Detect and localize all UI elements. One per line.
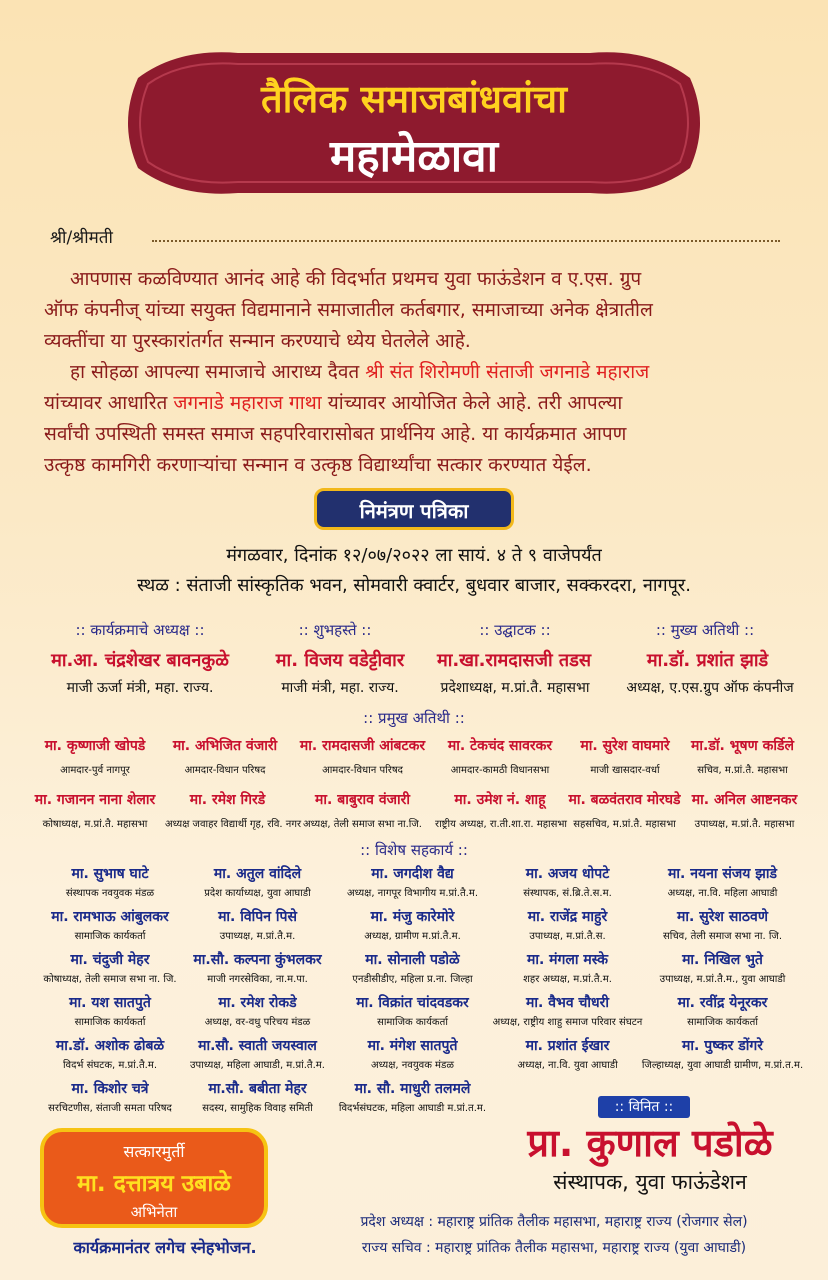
vishesh-desc: अध्यक्ष, ना.वि. महिला आघाडी xyxy=(667,888,778,899)
vishesh-name: मा. विपिन पिसे xyxy=(218,909,297,925)
vishesh-desc: सचिव, तेली समाज सभा ना. जि. xyxy=(662,931,783,942)
pramukh-name: मा. बळवंतराव मोरघडे xyxy=(568,792,681,808)
para2-line-1 xyxy=(44,357,792,388)
vishesh-desc: सामाजिक कार्यकर्ता xyxy=(687,1017,758,1028)
pramukh-desc: कोषाध्यक्ष, म.प्रां.तै. महासभा xyxy=(42,819,148,830)
vishesh-name: मा. सौ. माधुरी तलमले xyxy=(354,1081,471,1097)
vishesh-name: मा. रमेश रोकडे xyxy=(218,995,297,1011)
vishesh-desc: सामाजिक कार्यकर्ता xyxy=(74,1017,146,1028)
salutation: श्री/श्रीमती xyxy=(50,228,113,248)
vishesh-desc: शहर अध्यक्ष, म.प्रां.तै.म. xyxy=(523,974,612,985)
pramukh-desc: आमदार-विधान परिषद xyxy=(184,765,266,776)
chief-name: मा. विजय वडेट्टीवार xyxy=(275,650,405,671)
pramukh-name: मा. रमेश गिरडे xyxy=(189,792,266,808)
vishesh-name: मा. विक्रांत चांदवडकर xyxy=(356,995,469,1011)
vishesh-desc: संस्थापक, सं.ब्रि.ते.स.म. xyxy=(523,888,612,899)
gatha-name: जगनाडे महाराज गाथा xyxy=(173,392,322,414)
pramukh-desc: आमदार-विधान परिषद xyxy=(322,765,403,776)
pramukh-desc: उपाध्यक्ष, म.प्रां.तै. महासभा xyxy=(694,819,795,830)
vishesh-desc: अध्यक्ष, वर-वधु परिचय मंडळ xyxy=(204,1017,311,1028)
vishesh-desc: विदर्भ संघटक, म.प्रां.तै.म. xyxy=(62,1060,158,1071)
vishesh-name: मा. सोनाली पडोळे xyxy=(365,952,460,968)
vishesh-desc: उपाध्यक्ष, म.प्रां.तै.म., युवा आघाडी xyxy=(659,974,786,985)
para2-line-2 xyxy=(44,388,792,419)
vishesh-desc: अध्यक्ष, ग्रामीण म.प्रां.तै.म. xyxy=(364,931,461,942)
sant-name: श्री संत शिरोमणी संताजी जगनाडे महाराज xyxy=(365,361,650,383)
para2-line-4: उत्कृष्ठ कामगिरी करणाऱ्यांचा सन्मान व उत्कृष्ठ विद्यार्थ्यांचा सत्कार करण्यात येईल. xyxy=(44,454,592,476)
vishesh-name: मा. अजय धोपटे xyxy=(525,866,610,882)
vishesh-name: मा. सुरेश साठवणे xyxy=(677,909,768,925)
vishesh-name: मा. चंदुजी मेहर xyxy=(70,952,150,968)
pramukh-name: मा. सुरेश वाघमारे xyxy=(580,738,670,754)
para1-line-1: आपणास कळविण्यात आनंद आहे की विदर्भात प्रथमच युवा फाऊंडेशन व ए.एस. ग्रुप xyxy=(70,268,642,290)
vishesh-desc: अध्यक्ष, नागपूर विभागीय म.प्रां.तै.म. xyxy=(346,888,479,899)
pramukh-desc: राष्ट्रीय अध्यक्ष, रा.ती.शा.रा. महासभा xyxy=(435,819,568,830)
event-venue: स्थळ : संताजी सांस्कृतिक भवन, सोमवारी क्वार्टर, बुधवार बाजार, सक्करदरा, नागपूर. xyxy=(137,575,691,596)
pramukh-name: मा. कृष्णाजी खोपडे xyxy=(44,738,146,754)
pramukh-heading: :: प्रमुख अतिथी :: xyxy=(363,709,465,727)
para2-text: यांच्यावर आयोजित केले आहे. तरी आपल्या xyxy=(321,392,623,414)
vishesh-name: मा. मंगेश सातपुते xyxy=(367,1038,458,1054)
vishesh-desc: एनडीसीडीए, महिला प्र.ना. जिल्हा xyxy=(352,974,473,985)
pramukh-desc: अध्यक्ष जवाहर विद्यार्थी गृह, रवि. नगर xyxy=(165,819,302,830)
chief-role: :: उद्घाटक :: xyxy=(479,621,551,639)
vishesh-desc: सरचिटणीस, संताजी समता परिषद xyxy=(48,1103,172,1114)
pramukh-name: मा. टेकचंद सावरकर xyxy=(447,738,553,754)
pramukh-desc: आमदार-कामठी विधानसभा xyxy=(450,765,550,776)
vishesh-desc: विदर्भसंघटक, महिला आघाडी म.प्रां.त.म. xyxy=(338,1103,487,1114)
vishesh-desc: उपाध्यक्ष, म.प्रां.तै.स. xyxy=(529,931,606,942)
pramukh-desc: आमदार-पुर्व नागपूर xyxy=(60,765,130,776)
vishesh-name: मा. मंजु कारेमोरे xyxy=(370,909,455,925)
title-line-1: तैलिक समाजबांधवांचा xyxy=(261,77,567,121)
chief-desc: प्रदेशाध्यक्ष, म.प्रां.तै. महासभा xyxy=(440,680,590,696)
snehbhojan-note: कार्यक्रमानंतर लगेच स्नेहभोजन. xyxy=(73,1238,257,1257)
host-name: प्रा. कुणाल पडोळे xyxy=(527,1121,773,1165)
header-banner xyxy=(118,48,710,198)
pramukh-name: मा.डॉ. भूषण कर्डिले xyxy=(691,738,794,754)
para2-text: यांच्यावर आधारित xyxy=(44,392,174,414)
vishesh-desc: प्रदेश कार्याध्यक्ष, युवा आघाडी xyxy=(204,888,311,899)
host-title: संस्थापक, युवा फाऊंडेशन xyxy=(553,1170,747,1194)
vishesh-name: मा. मंगला मस्के xyxy=(526,952,608,968)
chief-name: मा.आ. चंद्रशेखर बावनकुळे xyxy=(51,650,229,671)
vishesh-desc: उपाध्यक्ष, महिला आघाडी, म.प्रां.तै.म. xyxy=(190,1060,325,1071)
vishesh-desc: संस्थापक नवयुवक मंडळ xyxy=(65,888,155,899)
vinit-badge: :: विनित :: xyxy=(598,1096,690,1118)
vishesh-name: मा. राजेंद्र माहुरे xyxy=(527,909,608,925)
invitation-badge: निमंत्रण पत्रिका xyxy=(314,488,514,530)
vishesh-name: मा. नयना संजय झाडे xyxy=(668,866,777,882)
vishesh-name: मा.डॉ. अशोक ढोबळे xyxy=(55,1038,165,1054)
chief-role: :: मुख्य अतिथी :: xyxy=(655,621,755,639)
vishesh-desc: अध्यक्ष, ना.वि. युवा आघाडी xyxy=(517,1060,618,1071)
pramukh-desc: माजी खासदार-वर्धा xyxy=(590,765,660,776)
pramukh-name: मा. गजानन नाना शेलार xyxy=(34,792,156,808)
pramukh-name: मा. अभिजित वंजारी xyxy=(172,738,278,754)
vishesh-desc: माजी नगरसेविका, ना.म.पा. xyxy=(207,974,308,985)
vishesh-name: मा. प्रशांत ईखार xyxy=(525,1038,610,1054)
para2-line-3: सर्वांची उपस्थिती समस्त समाज सहपरिवारासोबत प्रार्थनिय आहे. या कार्यक्रमात आपण xyxy=(44,423,627,445)
host-line-1: प्रदेश अध्यक्ष : महाराष्ट्र प्रांतिक तैलीक महासभा, महाराष्ट्र राज्य (रोजगार सेल) xyxy=(360,1214,748,1230)
vishesh-desc: अध्यक्ष, राष्ट्रीय शाहु समाज परिवार संघटन xyxy=(492,1017,643,1028)
satkarmurti-box xyxy=(40,1128,268,1228)
vishesh-desc: सामाजिक कार्यकर्ता xyxy=(74,931,146,942)
vishesh-name: मा. पुष्कर डोंगरे xyxy=(682,1038,763,1054)
pramukh-desc: सचिव, म.प्रां.तै. महासभा xyxy=(697,765,788,776)
satkarmurti-name: मा. दत्तात्रय उबाळे xyxy=(77,1171,231,1197)
para2-text: हा सोहळा आपल्या समाजाचे आराध्य दैवत xyxy=(70,361,366,383)
para1-line-2: ऑफ कंपनीज् यांच्या सयुक्त विद्यमानाने समाजातील कर्तबगार, समाजाच्या अनेक क्षेत्रातील xyxy=(44,299,653,321)
vishesh-name: मा. वैभव चौधरी xyxy=(526,995,609,1011)
host-line-2: राज्य सचिव : महाराष्ट्र प्रांतिक तैलीक महासभा, महाराष्ट्र राज्य (युवा आघाडी) xyxy=(361,1240,747,1256)
vishesh-desc: उपाध्यक्ष, म.प्रां.तै.म. xyxy=(219,931,296,942)
pramukh-desc: सहसचिव, म.प्रां.तै. महासभा xyxy=(573,819,676,830)
chief-name: मा.डॉ. प्रशांत झाडे xyxy=(646,650,769,671)
vishesh-desc: अध्यक्ष, नवयुवक मंडळ xyxy=(371,1060,454,1071)
vishesh-name: मा.सौ. बबीता मेहर xyxy=(208,1081,307,1097)
chief-name: मा.खा.रामदासजी तडस xyxy=(436,650,591,671)
chief-desc: अध्यक्ष, ए.एस.ग्रुप ऑफ कंपनीज xyxy=(626,680,794,696)
paragraph-2 xyxy=(44,357,792,481)
vishesh-name: मा. सुभाष घाटे xyxy=(71,866,149,882)
title-line-2: महामेळावा xyxy=(329,131,499,182)
vishesh-name: मा.सौ. स्वाती जयस्वाल xyxy=(198,1038,317,1054)
vishesh-name: मा. किशोर चत्रे xyxy=(71,1081,149,1097)
vishesh-name: मा. रामभाऊ आंबुलकर xyxy=(51,909,169,925)
vishesh-desc: कोषाध्यक्ष, तेली समाज सभा ना. जि. xyxy=(43,974,177,985)
pramukh-name: मा. अनिल आष्टनकर xyxy=(691,792,798,808)
vishesh-name: मा. जगदीश वैद्य xyxy=(371,866,454,882)
chief-desc: माजी ऊर्जा मंत्री, महा. राज्य. xyxy=(66,680,214,696)
vishesh-name: मा. अतुल वांदिले xyxy=(213,866,302,882)
satkarmurti-role: अभिनेता xyxy=(130,1203,178,1221)
para1-line-3: व्यक्तींचा या पुरस्कारांतर्गत सन्मान करण्याचे ध्येय घेतलेले आहे. xyxy=(44,330,471,352)
pramukh-name: मा. रामदासजी आंबटकर xyxy=(299,738,426,754)
event-date: मंगळवार, दिनांक १२/०७/२०२२ ला सायं. ४ ते ९ वाजेपर्यंत xyxy=(226,545,602,566)
vishesh-name: मा. निखिल भुते xyxy=(682,952,763,968)
vishesh-name: मा.सौ. कल्पना कुंभलकर xyxy=(193,952,322,968)
paragraph-1 xyxy=(44,264,792,357)
pramukh-name: मा. बाबुराव वंजारी xyxy=(315,792,410,808)
chief-role: :: कार्यक्रमाचे अध्यक्ष :: xyxy=(75,621,205,639)
chief-desc: माजी मंत्री, महा. राज्य. xyxy=(281,680,399,696)
vishesh-desc: सदस्य, सामुहिक विवाह समिती xyxy=(202,1103,313,1114)
pramukh-name: मा. उमेश नं. शाहू xyxy=(454,792,546,808)
name-blank-line xyxy=(152,240,780,242)
chief-role: :: शुभहस्ते :: xyxy=(298,621,372,639)
pramukh-desc: अध्यक्ष, तेली समाज सभा ना.जि. xyxy=(303,819,422,830)
vishesh-name: मा. यश सातपुते xyxy=(69,995,151,1011)
vishesh-heading: :: विशेष सहकार्य :: xyxy=(360,841,468,859)
vishesh-desc: जिल्हाध्यक्ष, युवा आघाडी ग्रामीण, म.प्रां.त.म. xyxy=(641,1060,804,1071)
vishesh-name: मा. रवींद्र येनूरकर xyxy=(677,995,768,1011)
vishesh-desc: सामाजिक कार्यकर्ता xyxy=(377,1017,448,1028)
satkarmurti-label: सत्कारमुर्ती xyxy=(123,1142,185,1161)
